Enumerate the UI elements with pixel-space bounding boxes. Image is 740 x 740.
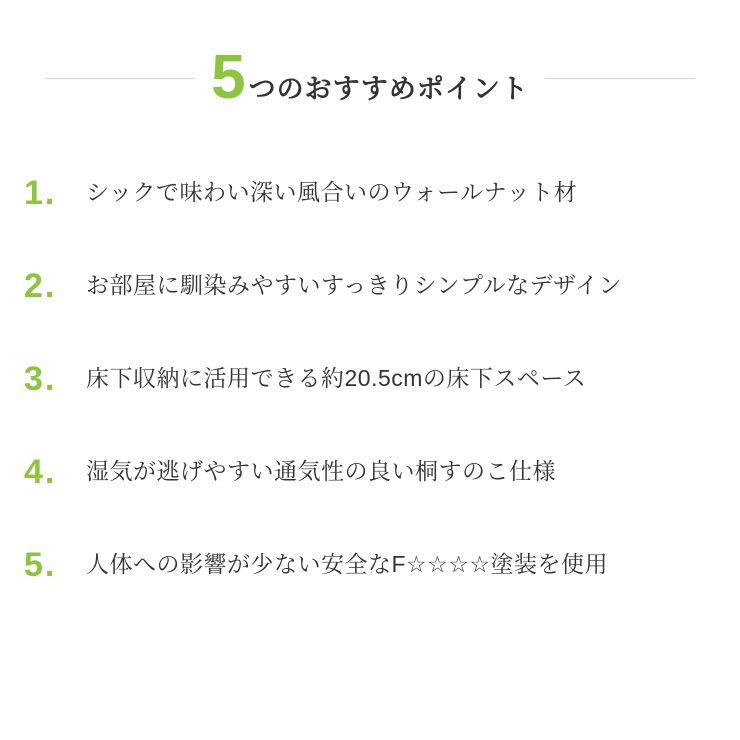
list-item-label: お部屋に馴染みやすいすっきりシンプルなデザイン — [86, 271, 623, 298]
list-item-label: 湿気が逃げやすい通気性の良い桐すのこ仕様 — [86, 457, 556, 484]
list-item — [0, 146, 740, 239]
heading-subtext: つのおすすめポイント — [248, 74, 529, 104]
list-item — [0, 425, 740, 518]
list-item — [0, 332, 740, 425]
list-item-label: 床下収納に活用できる約20.5cmの床下スペース — [86, 364, 587, 391]
list-item-marker: 2. — [24, 266, 57, 305]
heading-number: 5 — [211, 43, 245, 112]
list-item-marker: 3. — [24, 359, 57, 398]
heading-block — [0, 42, 740, 114]
points-list — [0, 146, 740, 611]
list-item-marker: 4. — [24, 452, 57, 491]
list-item-label: シックで味わい深い風合いのウォールナット材 — [86, 178, 578, 205]
heading-rule-left — [45, 78, 195, 79]
list-item — [0, 239, 740, 332]
list-item-marker: 1. — [24, 173, 57, 212]
list-item-label: 人体への影響が少ない安全なF☆☆☆☆塗装を使用 — [86, 550, 609, 577]
list-item — [0, 518, 740, 611]
page-title — [211, 43, 529, 112]
heading-rule-right — [545, 78, 695, 79]
list-item-marker: 5. — [24, 545, 57, 584]
